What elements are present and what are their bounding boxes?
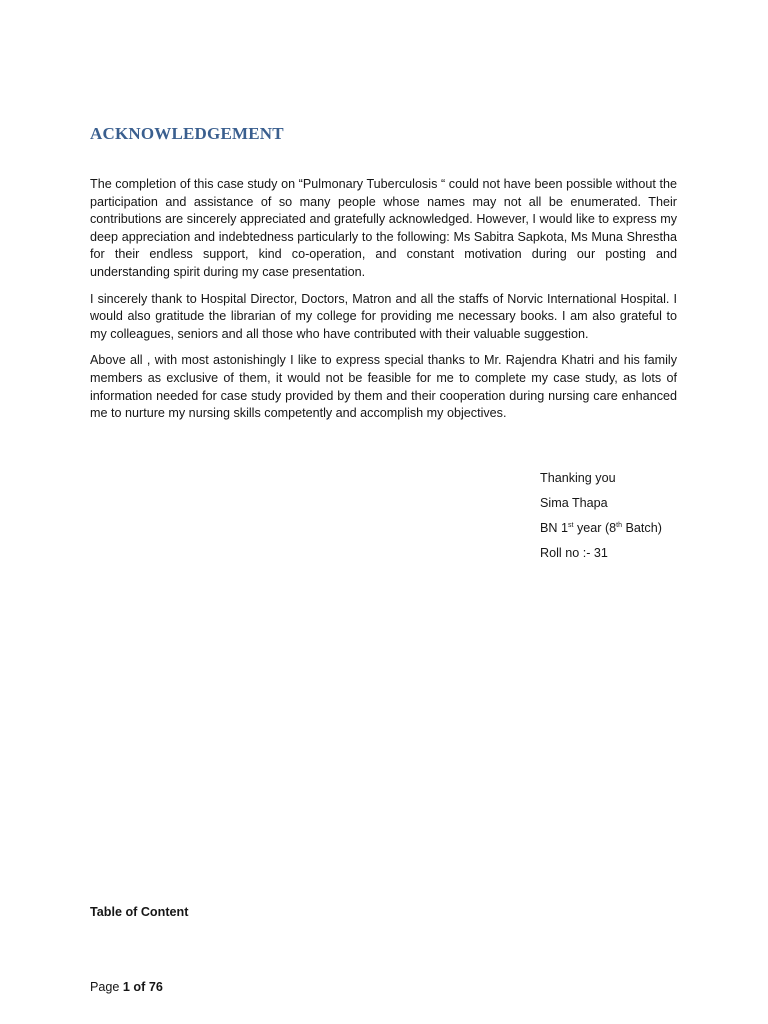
current-page-number: 1	[122, 980, 130, 994]
table-of-content-label: Table of Content	[90, 905, 189, 919]
signature-block	[540, 470, 662, 570]
paragraph-1: The completion of this case study on “Pulmonary Tuberculosis “ could not have been possible without the participation and assistance of so many people whose names may not all be enumerated. Their contributions are sincerely appreciated and gratefully acknowledged. However, I would like to express my deep appreciation and indebtedness particularly to the following: Ms Sabitra Sapkota, Ms Muna Shrestha for their endless support, kind co-operation, and constant motivation during our posting and understanding spirit during my case presentation.	[90, 177, 677, 279]
batch-suffix: Batch)	[622, 521, 662, 535]
page-word: Page	[90, 980, 123, 994]
page-title: ACKNOWLEDGEMENT	[90, 124, 284, 143]
signature-batch	[540, 520, 662, 545]
batch-ordinal-2: th	[616, 521, 622, 529]
signature-roll-number: Roll no :- 31	[540, 546, 608, 560]
batch-prefix: BN 1	[540, 521, 568, 535]
signature-name: Sima Thapa	[540, 496, 608, 510]
batch-ordinal-1: st	[568, 521, 574, 529]
paragraph-3: Above all , with most astonishingly I like to express special thanks to Mr. Rajendra Khatri and his family members as exclusive of them, it would not be feasible for me to complete my case study, as lots of information needed for case study provided by them and their cooperation during nursing care enhanced me to nurture my nursing skills competently and accomplish my objectives.	[90, 353, 677, 421]
of-word: of	[129, 980, 149, 994]
paragraph-2: I sincerely thank to Hospital Director, Doctors, Matron and all the staffs of Norvic International Hospital. I would also gratitude the librarian of my college for providing me necessary books. I am also grateful to my colleagues, seniors and all those who have contributed with their valuable suggestion.	[90, 291, 677, 341]
acknowledgement-body	[90, 176, 677, 432]
total-page-count: 76	[148, 980, 163, 994]
batch-middle: year (8	[573, 521, 617, 535]
signature-closing: Thanking you	[540, 471, 616, 485]
page-number-footer	[90, 980, 163, 994]
